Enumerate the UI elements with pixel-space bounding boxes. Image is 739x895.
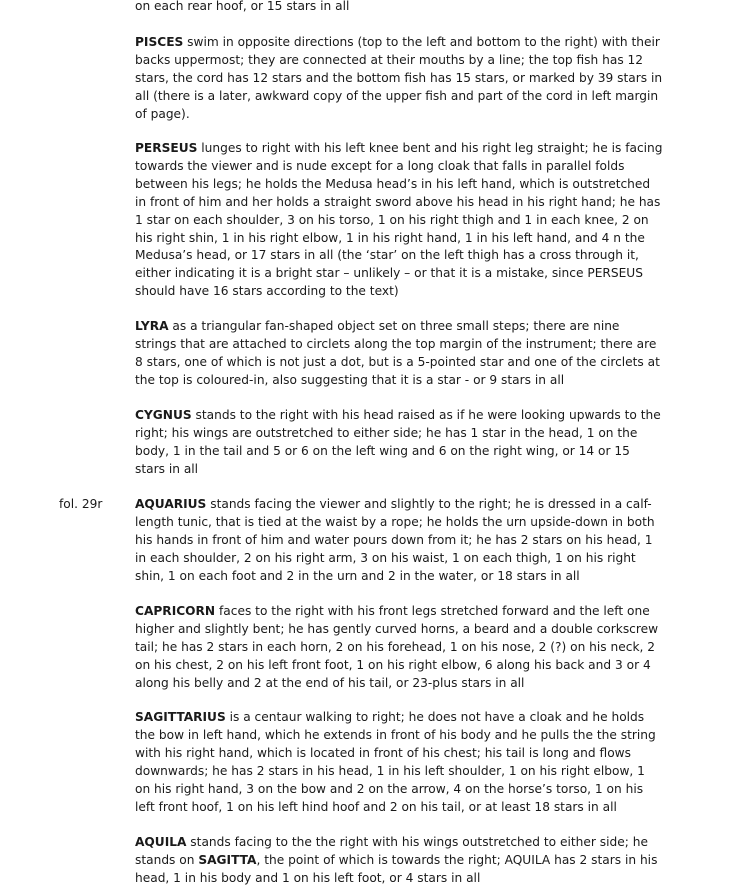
constellation-name-sagitta: SAGITTA <box>198 852 257 867</box>
entry-description: lunges to right with his left knee bent and his right leg straight; he is facing towards the viewer and is nude except for a long cloak that falls in parallel folds between his legs; he holds the Medusa head’s in his left hand, which is outstretched in front of him and her holds a straight sword above his head in his right hand; he has 1 star on each shoulder, 3 on his torso, 1 on his right thigh and 1 in each knee, 2 on his right shin, 1 in his right elbow, 1 in his right hand, 1 in his left hand, and 4 n the Medusa’s head, or 17 stars in all (the ‘star’ on the left thigh has a cross through it, either indicating it is a bright star – unlikely – or that it is a mistake, since PERSEUS should have 16 stars according to the text) <box>135 141 663 299</box>
entry-description: faces to the right with his front legs stretched forward and the left one higher and slightly bent; he has gently curved horns, a beard and a double corkscrew tail; he has 2 stars in each horn, 2 on his forehead, 1 on his nose, 2 (?) on his neck, 2 on his chest, 2 on his left front foot, 1 on his right elbow, 6 along his back and 3 or 4 along his belly and 2 at the end of his tail, or 23-plus stars in all <box>135 604 659 690</box>
constellation-name: CYGNUS <box>135 408 192 422</box>
entry-lyra <box>135 318 663 390</box>
entry-fragment-top: on each rear hoof, or 15 stars in all <box>135 0 350 13</box>
entry-aquarius <box>135 496 663 586</box>
entry-perseus <box>135 140 663 301</box>
entry-description: as a triangular fan-shaped object set on three small steps; there are nine strings that are attached to circlets along the top margin of the instrument; there are 8 stars, one of which is not just a dot, but is a 5-pointed star and one of the circlets at the top is coloured-in, also suggesting that it is a star - or 9 stars in all <box>135 319 660 387</box>
constellation-name: CAPRICORN <box>135 604 216 618</box>
entry-description: is a centaur walking to right; he does not have a cloak and he holds the bow in left hand, which he extends in front of his body and he pulls the the string with his right hand, which is located in front of his chest; his tail is long and flows downwards; he has 2 stars in his head, 1 in his left shoulder, 1 on his right elbow, 1 on his right hand, 3 on the bow and 2 on the arrow, 4 on the horse’s torso, 1 on his left front hoof, 1 on his left hind hoof and 2 on his tail, or at least 18 stars in all <box>135 710 656 814</box>
entry-cygnus <box>135 407 663 479</box>
entry-description-continued: , the point of which is towards the right; AQUILA has 2 stars in his head, 1 in his body and 1 on his left foot, or 4 stars in all <box>135 852 658 885</box>
entry-description: swim in opposite directions (top to the left and bottom to the right) with their backs uppermost; they are connected at their mouths by a line; the top fish has 12 stars, the cord has 12 stars and the bottom fish has 15 stars, or marked by 39 stars in all (there is a later, awkward copy of the upper fish and part of the cord in left margin of page). <box>135 35 663 121</box>
entry-description: stands to the right with his head raised as if he were looking upwards to the right; his wings are outstretched to either side; he has 1 star in the head, 1 on the body, 1 in the tail and 5 or 6 on the left wing and 6 on the right wing, or 14 or 15 stars in all <box>135 408 661 476</box>
entry-pisces <box>135 34 663 124</box>
constellation-name: SAGITTARIUS <box>135 710 226 724</box>
entry-description: stands facing to the the right with his wings outstretched to either side; he stands on <box>135 835 648 867</box>
constellation-name: AQUILA <box>135 835 187 849</box>
constellation-name: PERSEUS <box>135 141 198 155</box>
constellation-name: PISCES <box>135 35 184 49</box>
constellation-name: AQUARIUS <box>135 497 207 511</box>
folio-marker: fol. 29r <box>59 497 103 511</box>
constellation-name: LYRA <box>135 319 169 333</box>
entry-capricorn <box>135 603 663 693</box>
entry-sagittarius <box>135 709 663 816</box>
entry-description: stands facing the viewer and slightly to the right; he is dressed in a calf-length tunic, that is tied at the waist by a rope; he holds the urn upside-down in both his hands in front of him and water pours down from it; he has 2 stars on his head, 1 in each shoulder, 2 on his right arm, 3 on his waist, 1 on each thigh, 1 on his right shin, 1 on each foot and 2 in the urn and 2 in the water, or 18 stars in all <box>135 497 655 583</box>
entry-aquila <box>135 834 663 888</box>
